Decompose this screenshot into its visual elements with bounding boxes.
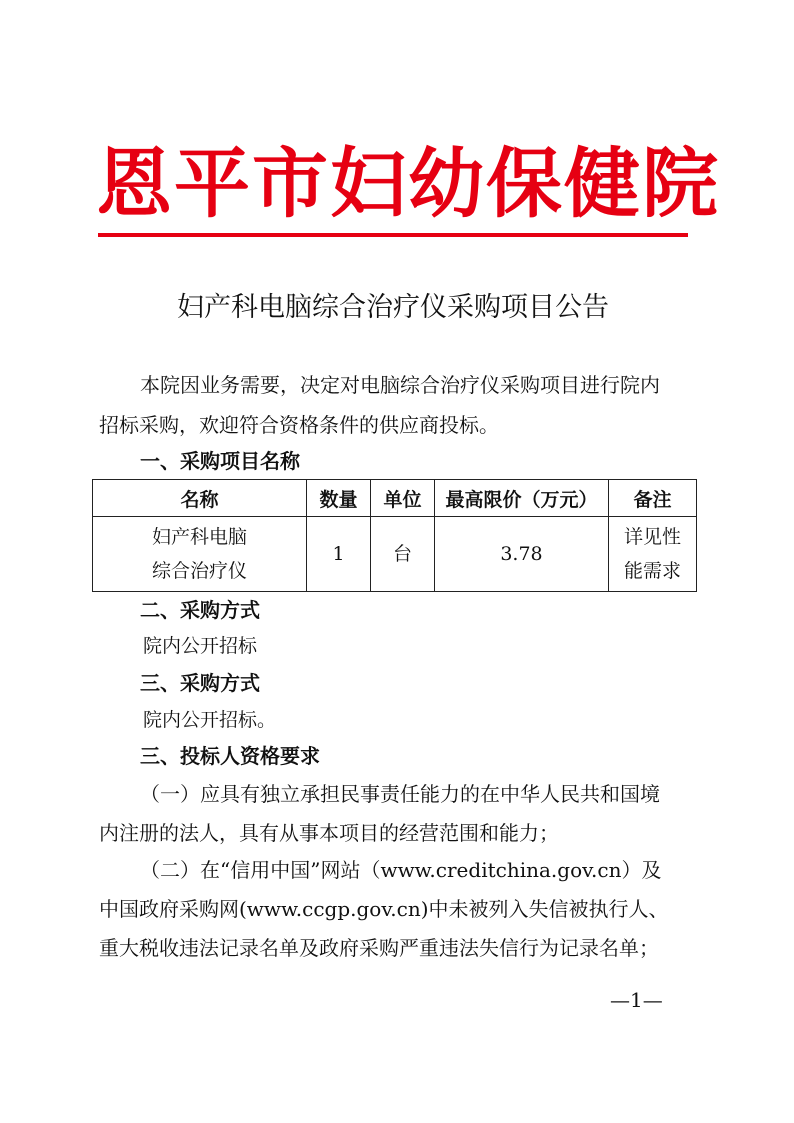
requirement-2-line-3: 重大税收违法记录名单及政府采购严重违法失信行为记录名单； <box>99 936 659 960</box>
procurement-table <box>92 479 697 592</box>
cell-remark-line-2: 能需求 <box>623 560 681 582</box>
section-2-text: 院内公开招标 <box>143 635 258 657</box>
org-name-header: 恩平市妇幼保健院 <box>96 139 720 228</box>
col-header-remark: 备注 <box>609 480 697 517</box>
section-4-heading: 三、投标人资格要求 <box>140 744 320 768</box>
requirement-1-line-2: 内注册的法人，具有从事本项目的经营范围和能力； <box>99 821 559 845</box>
section-3-heading: 三、采购方式 <box>140 671 260 695</box>
cell-max-price: 3.78 <box>435 517 609 592</box>
cell-quantity: 1 <box>307 517 371 592</box>
page-number: —1— <box>610 988 663 1012</box>
requirement-2-line-2: 中国政府采购网(www.ccgp.gov.cn)中未被列入失信被执行人、 <box>99 897 669 921</box>
table-row <box>93 517 697 592</box>
cell-name <box>93 517 307 592</box>
cell-unit: 台 <box>371 517 435 592</box>
header-divider <box>98 233 688 237</box>
intro-line-2: 招标采购，欢迎符合资格条件的供应商投标。 <box>99 413 499 437</box>
cell-name-line-2: 综合治疗仪 <box>151 560 247 582</box>
col-header-max-price: 最高限价（万元） <box>435 480 609 517</box>
col-header-unit: 单位 <box>371 480 435 517</box>
cell-remark-line-1: 详见性 <box>623 526 681 548</box>
section-2-heading: 二、采购方式 <box>140 598 260 622</box>
section-1-heading: 一、采购项目名称 <box>140 449 300 473</box>
intro-line-1: 本院因业务需要，决定对电脑综合治疗仪采购项目进行院内 <box>140 373 660 397</box>
document-title: 妇产科电脑综合治疗仪采购项目公告 <box>177 292 609 323</box>
section-3-text: 院内公开招标。 <box>143 709 277 731</box>
col-header-name: 名称 <box>93 480 307 517</box>
requirement-1-line-1: （一）应具有独立承担民事责任能力的在中华人民共和国境 <box>140 782 660 806</box>
cell-name-line-1: 妇产科电脑 <box>151 526 247 548</box>
col-header-quantity: 数量 <box>307 480 371 517</box>
requirement-2-line-1: （二）在“信用中国”网站（www.creditchina.gov.cn）及 <box>140 858 662 882</box>
table-header-row <box>93 480 697 517</box>
cell-remark <box>609 517 697 592</box>
